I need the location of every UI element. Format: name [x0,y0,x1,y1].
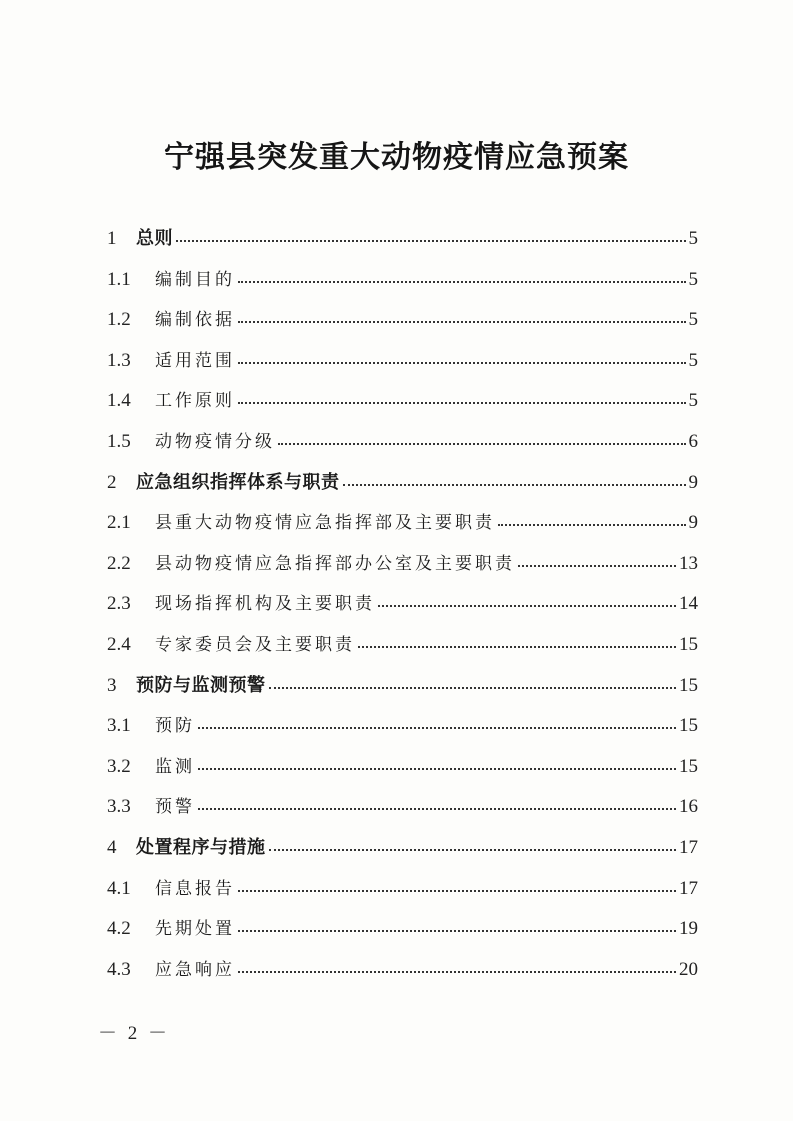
toc-entry-number: 1.5 [107,430,131,452]
toc-entry-page: 5 [688,309,698,331]
toc-entry-page: 13 [679,552,698,574]
toc-entry[interactable] [107,300,698,341]
toc-entry-page: 5 [688,228,698,249]
toc-entry[interactable] [107,260,698,301]
toc-entry-page: 17 [679,877,698,899]
toc-entry-title: 编制目的 [155,269,235,290]
toc-entry[interactable] [107,625,698,666]
toc-entry-title: 信息报告 [155,878,235,899]
toc-entry-title: 专家委员会及主要职责 [155,634,355,655]
toc-entry[interactable] [107,544,698,585]
toc-entry-title: 县动物疫情应急指挥部办公室及主要职责 [155,553,515,574]
toc-dot-leader [269,848,677,851]
page-number: － 2 － [98,1023,171,1044]
toc-entry[interactable] [107,381,698,422]
toc-entry-page: 15 [679,633,698,655]
toc-entry-page: 20 [679,958,698,980]
toc-dot-leader [238,970,676,973]
toc-dot-leader [278,442,686,445]
toc-dot-leader [238,361,686,364]
toc-entry-number: 2.2 [107,552,131,574]
toc-entry[interactable] [107,422,698,463]
toc-entry[interactable] [107,503,698,544]
toc-entry-number: 3.3 [107,796,131,818]
toc-dot-leader [198,767,676,770]
toc-entry[interactable] [107,706,698,747]
toc-entry[interactable] [107,463,698,504]
toc-entry-page: 16 [679,796,698,818]
toc-entry-page: 5 [688,390,698,412]
toc-entry-page: 17 [679,836,698,858]
toc-entry-number: 4 [107,836,117,858]
toc-dot-leader [238,929,676,932]
toc-dot-leader [238,889,676,892]
toc-entry-page: 15 [679,715,698,737]
toc-entry-number: 2.3 [107,593,131,615]
toc-entry-page: 15 [679,674,698,696]
toc-entry[interactable] [107,584,698,625]
table-of-contents [107,219,698,990]
toc-dot-leader [343,483,686,486]
toc-entry-title: 预警 [155,797,195,818]
toc-entry-title: 动物疫情分级 [155,431,275,452]
document-title: 宁强县突发重大动物疫情应急预案 [164,140,629,175]
toc-dot-leader [198,807,676,810]
toc-entry-number: 1.1 [107,268,131,290]
toc-dot-leader [198,726,676,729]
toc-entry-page: 9 [688,512,698,534]
toc-entry-page: 5 [688,268,698,290]
toc-entry-page: 15 [679,755,698,777]
toc-entry-number: 3.2 [107,755,131,777]
toc-entry-title: 预防与监测预警 [136,674,266,696]
toc-entry[interactable] [107,869,698,910]
toc-entry-number: 3.1 [107,715,131,737]
toc-entry-number: 2.4 [107,633,131,655]
toc-entry[interactable] [107,666,698,707]
toc-entry[interactable] [107,828,698,869]
toc-entry-number: 2 [107,471,117,493]
toc-entry-title: 工作原则 [155,391,235,412]
toc-entry-number: 2.1 [107,512,131,534]
toc-dot-leader [238,401,686,404]
toc-entry-title: 预防 [155,716,195,737]
toc-entry[interactable] [107,747,698,788]
toc-entry[interactable] [107,909,698,950]
toc-entry-page: 6 [688,430,698,452]
toc-entry[interactable] [107,787,698,828]
toc-dot-leader [238,320,686,323]
toc-entry-title: 应急组织指挥体系与职责 [136,471,340,493]
toc-entry-title: 监测 [155,756,195,777]
toc-entry-title: 总则 [136,228,173,249]
toc-entry-number: 4.3 [107,958,131,980]
toc-entry-title: 处置程序与措施 [136,836,266,858]
toc-entry[interactable] [107,341,698,382]
toc-entry-title: 编制依据 [155,310,235,331]
toc-entry-page: 14 [679,593,698,615]
toc-entry-number: 1.4 [107,390,131,412]
toc-dot-leader [176,239,686,242]
toc-entry[interactable] [107,219,698,260]
toc-entry-number: 4.2 [107,918,131,940]
toc-entry-number: 1.3 [107,349,131,371]
toc-entry-title: 应急响应 [155,959,235,980]
toc-entry-page: 19 [679,918,698,940]
toc-entry[interactable] [107,950,698,991]
toc-dot-leader [378,604,676,607]
toc-entry-page: 5 [688,349,698,371]
toc-entry-number: 4.1 [107,877,131,899]
toc-entry-number: 1.2 [107,309,131,331]
toc-dot-leader [269,686,677,689]
toc-dot-leader [238,280,686,283]
toc-dot-leader [518,564,676,567]
toc-entry-number: 3 [107,674,117,696]
toc-dot-leader [498,523,686,526]
toc-entry-title: 现场指挥机构及主要职责 [155,594,375,615]
toc-entry-title: 先期处置 [155,919,235,940]
toc-entry-title: 适用范围 [155,350,235,371]
toc-entry-number: 1 [107,228,117,249]
toc-entry-page: 9 [688,471,698,493]
toc-dot-leader [358,645,676,648]
toc-entry-title: 县重大动物疫情应急指挥部及主要职责 [155,513,495,534]
